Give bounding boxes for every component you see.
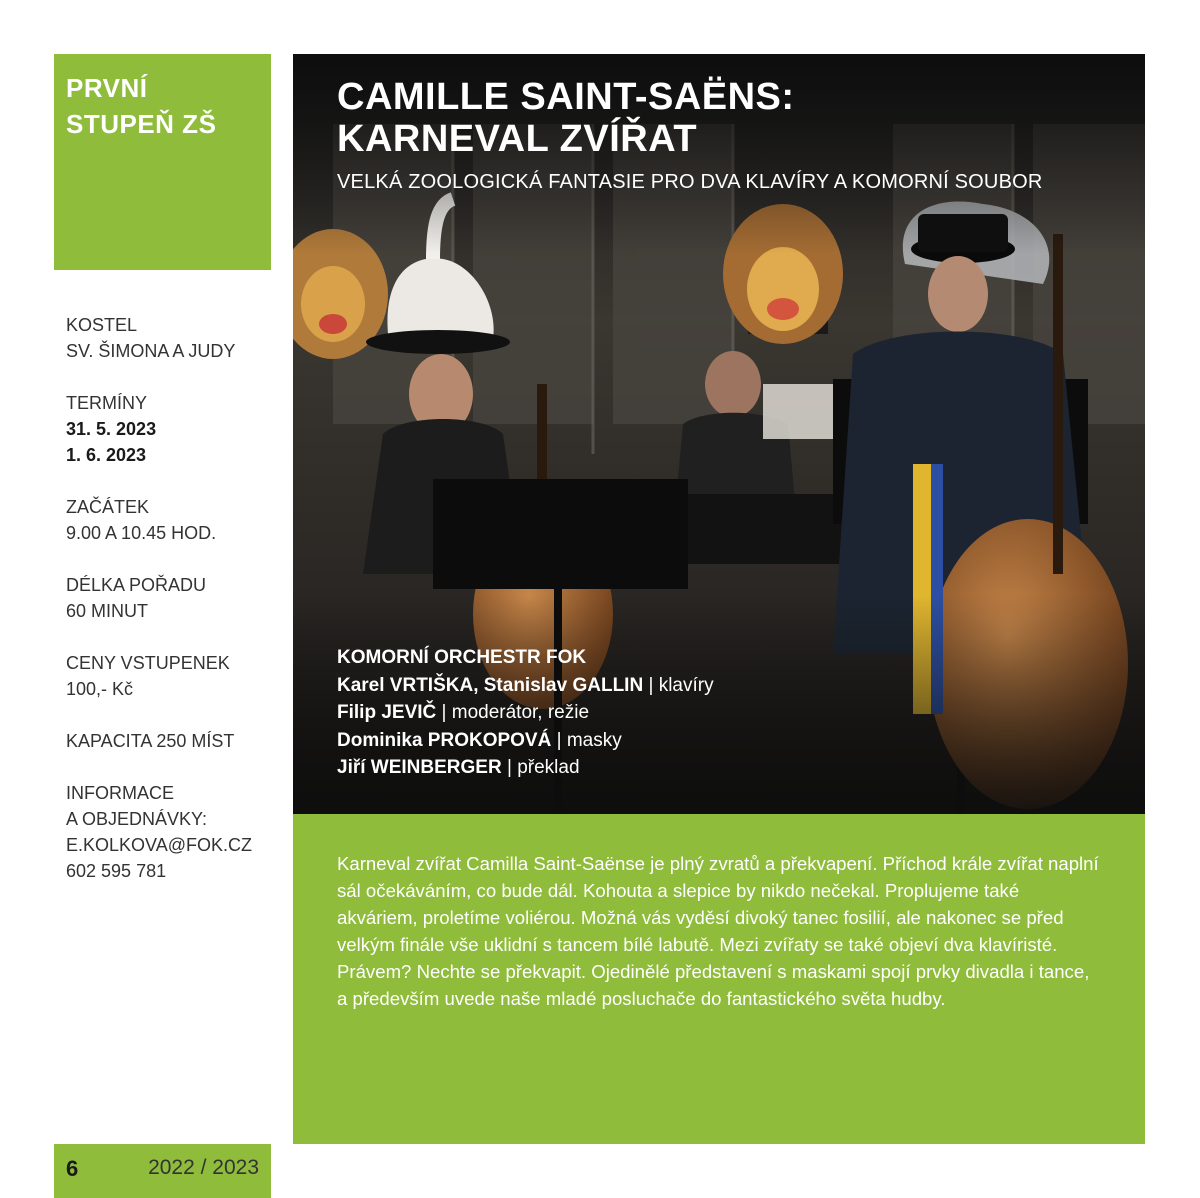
event-description: Karneval zvířat Camilla Saint-Saënse je plný zvratů a překvapení. Příchod krále zvířat naplní sál očekáváním, co bude dál. Kohouta a slepice by nikdo nečekal. Proplujeme také akváriem, proletíme voliérou. Možná vás vyděsí divoký tanec fosilií, ale nakonec se před velkým finále vše uklidní s tancem bílé labutě. Mezi zvířaty se také objeví dva klavíristé. Právem? Nechte se překvapit. Ojedinělé představení s maskami spojí prvky divadla i tance, a především uvede naše mladé posluchače do fantastického světa hudby. [337,853,1099,1009]
credits [337,644,714,782]
credit-row [337,699,714,727]
credit-role: moderátor, režie [451,702,590,723]
contact-label: A OBJEDNÁVKY: [66,809,208,829]
credit-names: Filip JEVIČ [337,702,437,723]
start-value: 9.00 A 10.45 HOD. [66,523,217,543]
capacity-block [66,728,266,754]
credit-separator: | [436,702,452,723]
capacity-text: KAPACITA 250 MÍST [66,731,235,751]
event-info [66,312,266,910]
page-number: 6 [66,1156,79,1181]
credit-role: masky [566,729,622,751]
event-title [337,76,795,160]
venue-line: KOSTEL [66,315,138,335]
duration-block [66,572,266,624]
season-label: 2022 / 2023 [148,1156,259,1179]
contact-block [66,780,266,884]
start-label: ZAČÁTEK [66,497,150,517]
prices-label: CENY VSTUPENEK [66,653,230,673]
contact-label: INFORMACE [66,783,174,803]
credit-separator: | [501,757,518,778]
section-title-line: PRVNÍ [66,73,148,103]
start-block [66,494,266,546]
credit-row [337,754,714,782]
venue-block [66,312,266,364]
credit-names: Dominika PROKOPOVÁ [337,729,552,751]
ensemble-name: KOMORNÍ ORCHESTR FOK [337,647,587,668]
event-title-line: CAMILLE SAINT-SAËNS: [337,76,795,118]
duration-value: 60 MINUT [66,601,149,621]
contact-phone: 602 595 781 [66,861,167,881]
credit-names: Jiří WEINBERGER [337,757,502,778]
dates-block [66,390,266,468]
dates-label: TERMÍNY [66,393,147,413]
section-title-box [54,54,271,270]
page-footer [54,1144,271,1198]
contact-email: E.KOLKOVA@FOK.CZ [66,835,252,855]
prices-value: 100,- Kč [66,679,134,699]
credit-row [337,727,714,755]
credit-role: klavíry [658,674,714,696]
hero-photo [293,54,1145,814]
section-title-line: STUPEŇ ZŠ [66,109,217,139]
prices-block [66,650,266,702]
duration-label: DÉLKA POŘADU [66,575,207,595]
credit-row [337,672,714,700]
venue-line: SV. ŠIMONA A JUDY [66,341,236,361]
date-value: 31. 5. 2023 [66,419,157,439]
credit-names: Karel VRTIŠKA, Stanislav GALLIN [337,674,644,696]
date-value: 1. 6. 2023 [66,445,147,465]
event-title-line: KARNEVAL ZVÍŘAT [337,118,698,160]
description-panel [293,814,1145,1144]
event-subtitle: VELKÁ ZOOLOGICKÁ FANTASIE PRO DVA KLAVÍRY A KOMORNÍ SOUBOR [337,171,1043,193]
credit-separator: | [643,674,659,696]
credit-separator: | [551,729,567,751]
credit-role: překlad [517,757,580,778]
